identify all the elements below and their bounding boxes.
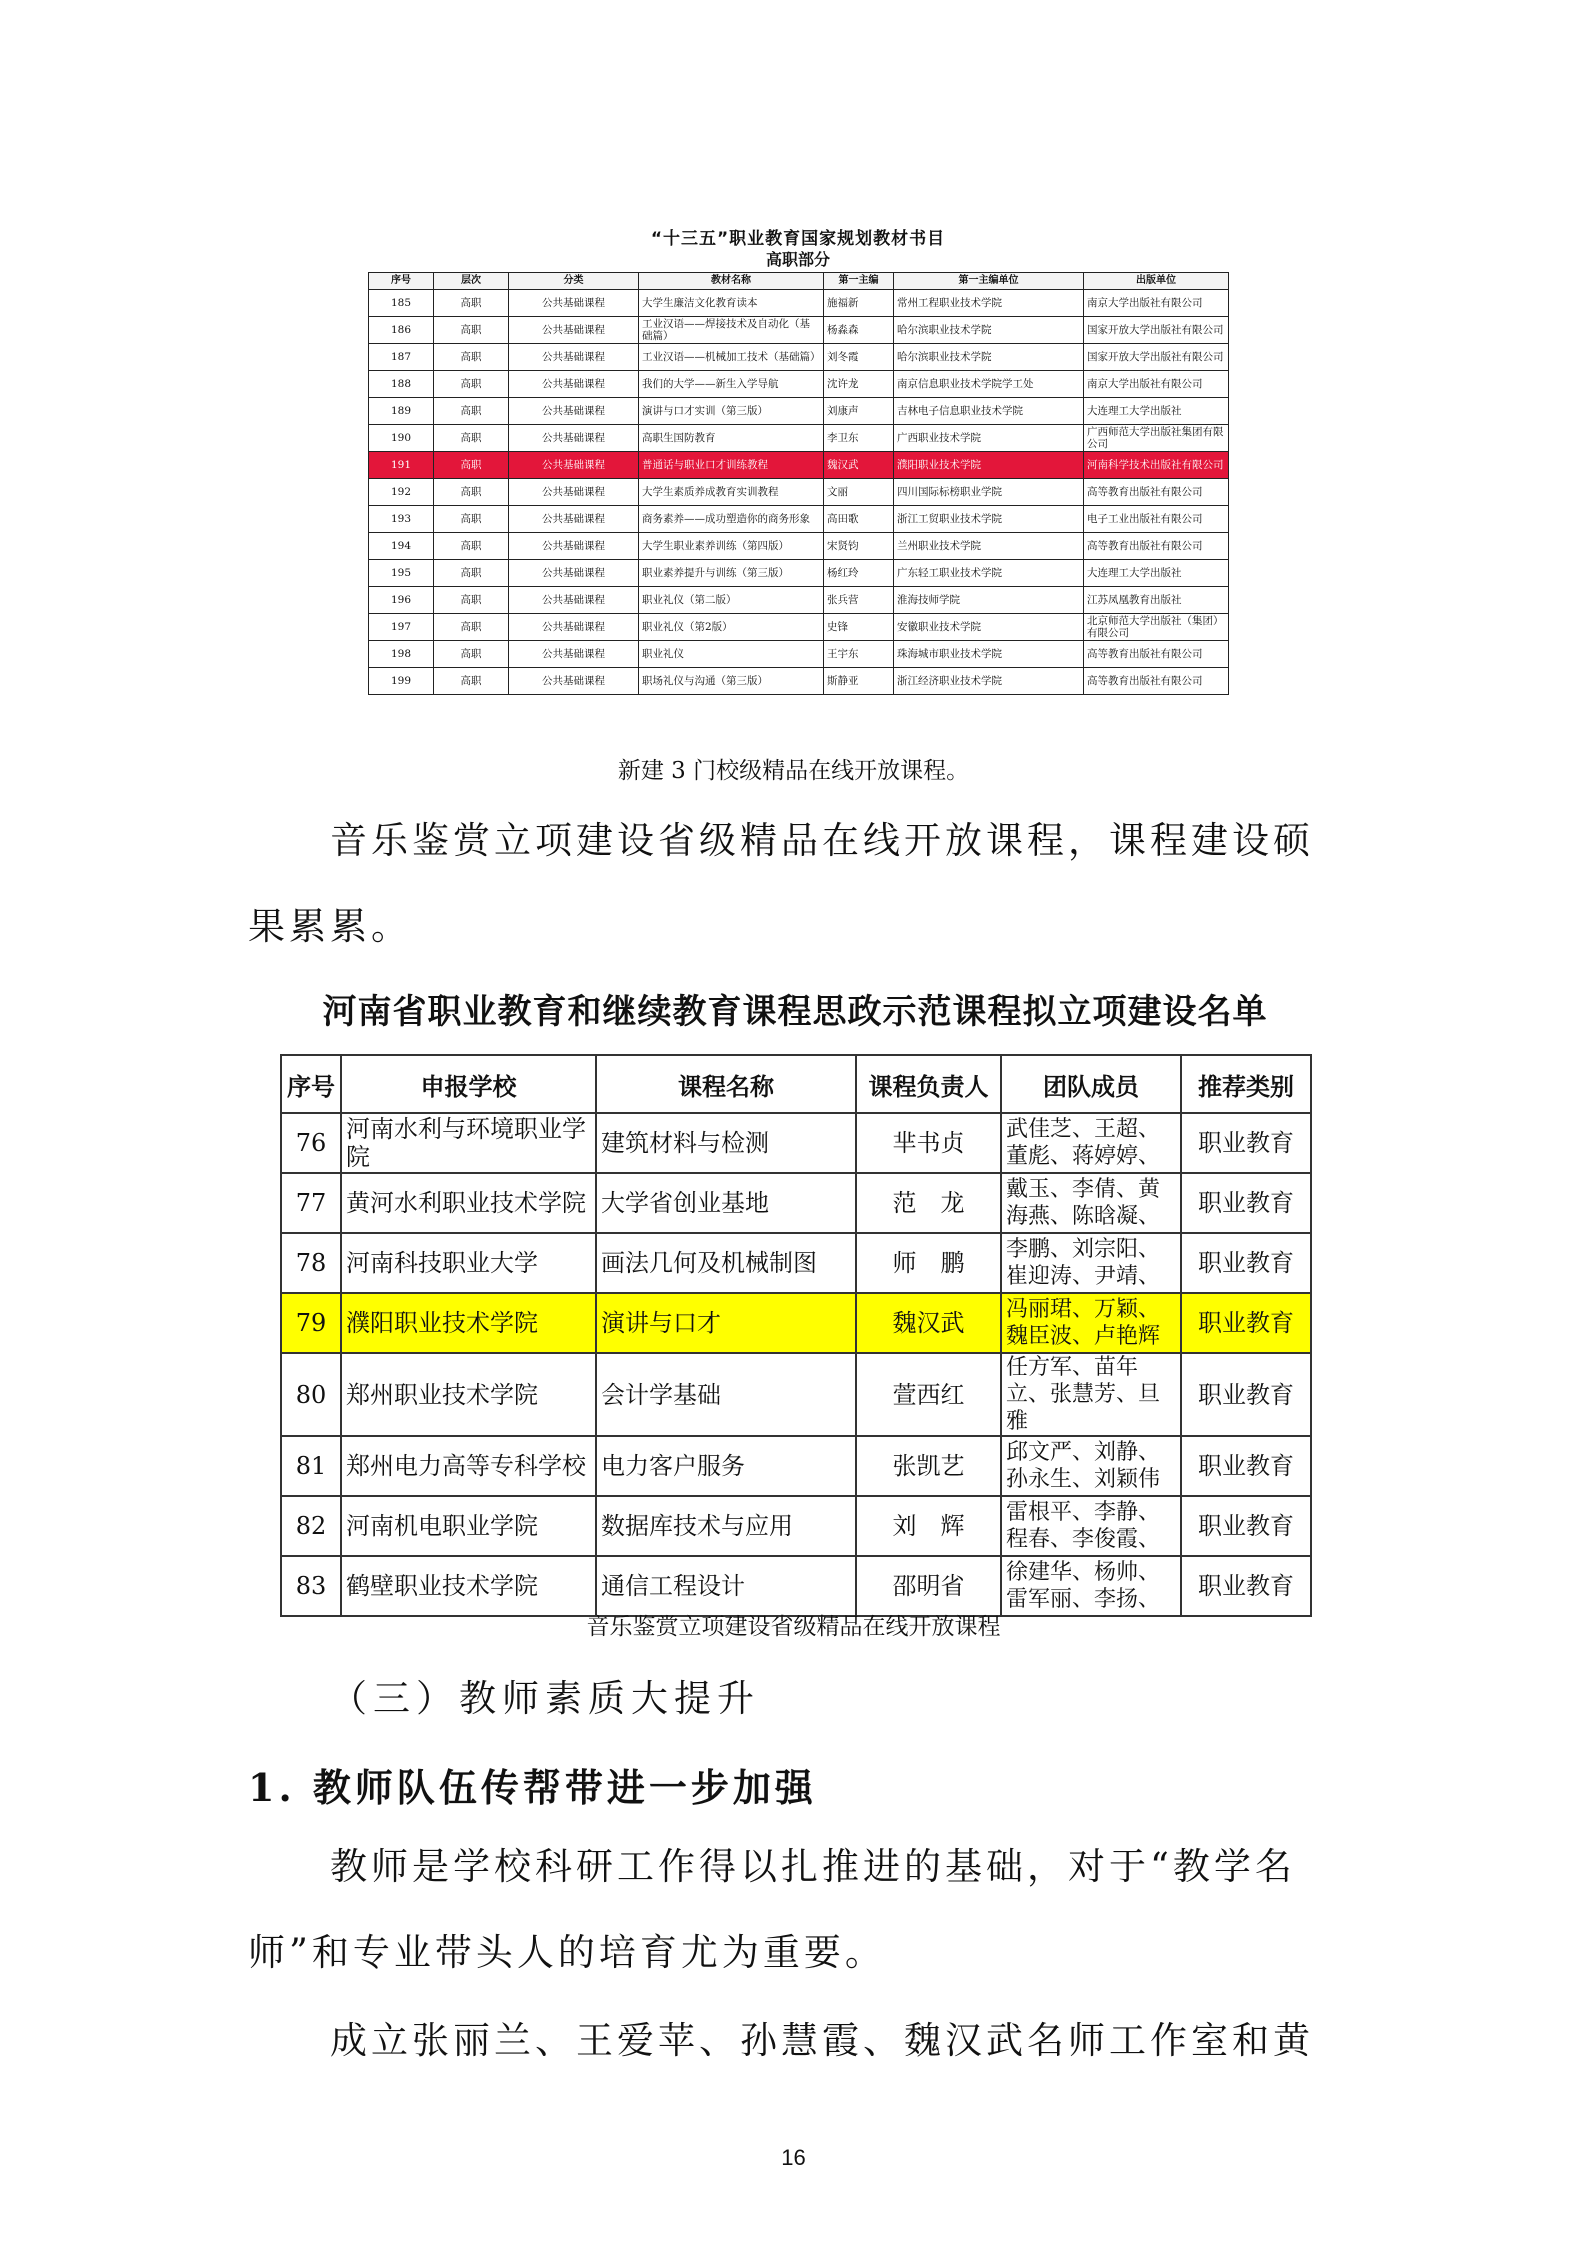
table-cell: 范 龙 (856, 1173, 1001, 1233)
column-header: 团队成员 (1001, 1055, 1181, 1113)
table-cell: 宋贤钧 (824, 533, 894, 560)
table-cell: 高等教育出版社有限公司 (1084, 533, 1229, 560)
table-cell: 高职 (434, 425, 509, 452)
table-cell: 邱文严、刘静、孙永生、刘颖伟 (1001, 1436, 1181, 1496)
table-row (281, 1436, 1311, 1496)
table-cell: 魏汉武 (856, 1293, 1001, 1353)
table-row (369, 398, 1229, 425)
table-cell: 建筑材料与检测 (596, 1113, 856, 1173)
table-cell: 杨淼森 (824, 317, 894, 344)
column-header: 推荐类别 (1181, 1055, 1311, 1113)
table-cell: 魏汉武 (824, 452, 894, 479)
table-cell: 河南科技职业大学 (341, 1233, 596, 1293)
table-cell: 公共基础课程 (509, 344, 639, 371)
table-cell: 演讲与口才实训（第三版） (639, 398, 824, 425)
table-cell: 吉林电子信息职业技术学院 (894, 398, 1084, 425)
table-cell: 高职 (434, 668, 509, 695)
table-row (369, 425, 1229, 452)
table-cell: 高等教育出版社有限公司 (1084, 641, 1229, 668)
table-cell: 79 (281, 1293, 341, 1353)
table-cell: 76 (281, 1113, 341, 1173)
column-header: 序号 (281, 1055, 341, 1113)
figure1-caption: 新建 3 门校级精品在线开放课程。 (617, 758, 970, 784)
table-row (281, 1173, 1311, 1233)
table-cell: 河南科学技术出版社有限公司 (1084, 452, 1229, 479)
table-cell: 大连理工大学出版社 (1084, 560, 1229, 587)
table-cell: 工业汉语——焊接技术及自动化（基础篇） (639, 317, 824, 344)
column-header: 层次 (434, 273, 509, 290)
table-cell: 公共基础课程 (509, 533, 639, 560)
section-heading: （三）教师素质大提升 (330, 1677, 760, 1720)
table-cell: 高职 (434, 290, 509, 317)
table-cell: 浙江经济职业技术学院 (894, 668, 1084, 695)
table-cell: 职业礼仪（第二版） (639, 587, 824, 614)
figure2-caption: 音乐鉴赏立项建设省级精品在线开放课程 (586, 1614, 1001, 1640)
table-cell: 188 (369, 371, 434, 398)
table-cell: 南京大学出版社有限公司 (1084, 290, 1229, 317)
table-cell: 公共基础课程 (509, 425, 639, 452)
table-row (369, 641, 1229, 668)
table-cell: 沈许龙 (824, 371, 894, 398)
table-cell: 82 (281, 1496, 341, 1556)
table-row (369, 560, 1229, 587)
table-cell: 刘冬霞 (824, 344, 894, 371)
table-cell: 185 (369, 290, 434, 317)
table-cell: 我们的大学——新生入学导航 (639, 371, 824, 398)
textbook-table (368, 272, 1229, 695)
table-cell: 任方军、苗年立、张慧芳、旦雅 (1001, 1353, 1181, 1436)
table-cell: 高职 (434, 533, 509, 560)
table-cell: 常州工程职业技术学院 (894, 290, 1084, 317)
table-cell: 195 (369, 560, 434, 587)
table-cell: 职场礼仪与沟通（第三版） (639, 668, 824, 695)
page-number: 16 (781, 2145, 806, 2170)
table-cell: 职业教育 (1181, 1233, 1311, 1293)
table-cell: 高职生国防教育 (639, 425, 824, 452)
table-cell: 大连理工大学出版社 (1084, 398, 1229, 425)
table-cell: 公共基础课程 (509, 398, 639, 425)
table-row (369, 506, 1229, 533)
table-cell: 文丽 (824, 479, 894, 506)
table-cell: 安徽职业技术学院 (894, 614, 1084, 641)
table-cell: 国家开放大学出版社有限公司 (1084, 317, 1229, 344)
table-cell: 187 (369, 344, 434, 371)
table-cell: 高职 (434, 371, 509, 398)
table-cell: 张兵营 (824, 587, 894, 614)
table-cell: 高职 (434, 506, 509, 533)
table-cell: 河南水利与环境职业学院 (341, 1113, 596, 1173)
table-cell: 大学生职业素养训练（第四版） (639, 533, 824, 560)
table-row (369, 317, 1229, 344)
table-cell: 珠海城市职业技术学院 (894, 641, 1084, 668)
table-cell: 郑州电力高等专科学校 (341, 1436, 596, 1496)
table-cell: 广西职业技术学院 (894, 425, 1084, 452)
table-cell: 公共基础课程 (509, 479, 639, 506)
course-table (280, 1054, 1312, 1617)
table-cell: 邵明省 (856, 1556, 1001, 1616)
table-cell: 雷根平、李静、程春、李俊霞、 (1001, 1496, 1181, 1556)
paragraph-line: 教师是学校科研工作得以扎推进的基础，对于“教学名 (330, 1845, 1296, 1888)
table-cell: 职业礼仪（第2版） (639, 614, 824, 641)
column-header: 第一主编 (824, 273, 894, 290)
paragraph-line: 师”和专业带头人的培育尤为重要。 (248, 1931, 886, 1974)
table-cell: 196 (369, 587, 434, 614)
table-cell: 高职 (434, 317, 509, 344)
table-cell: 演讲与口才 (596, 1293, 856, 1353)
table-cell: 会计学基础 (596, 1353, 856, 1436)
table-cell: 189 (369, 398, 434, 425)
table-cell: 大学生素质养成教育实训教程 (639, 479, 824, 506)
table-cell: 北京师范大学出版社（集团）有限公司 (1084, 614, 1229, 641)
table-row (281, 1556, 1311, 1616)
table-cell: 刘康声 (824, 398, 894, 425)
table-cell: 数据库技术与应用 (596, 1496, 856, 1556)
table-cell: 职业教育 (1181, 1436, 1311, 1496)
table-cell: 高田歌 (824, 506, 894, 533)
table-cell: 大学省创业基地 (596, 1173, 856, 1233)
table-cell: 濮阳职业技术学院 (341, 1293, 596, 1353)
table-row (369, 344, 1229, 371)
column-header: 第一主编单位 (894, 273, 1084, 290)
table-cell: 工业汉语——机械加工技术（基础篇） (639, 344, 824, 371)
table-cell: 冯丽珺、万颖、魏臣波、卢艳辉 (1001, 1293, 1181, 1353)
table-row (369, 668, 1229, 695)
textbook-list-subtitle: 高职部分 (765, 250, 830, 269)
table-cell: 职业教育 (1181, 1173, 1311, 1233)
table-cell: 鹤壁职业技术学院 (341, 1556, 596, 1616)
paragraph-line: 成立张丽兰、王爱苹、孙慧霞、魏汉武名师工作室和黄 (330, 2019, 1314, 2062)
table-cell: 普通话与职业口才训练教程 (639, 452, 824, 479)
table-cell: 78 (281, 1233, 341, 1293)
table-row (281, 1293, 1311, 1353)
table-header-row (369, 273, 1229, 290)
column-header: 课程名称 (596, 1055, 856, 1113)
table-cell: 张凯艺 (856, 1436, 1001, 1496)
table-cell: 193 (369, 506, 434, 533)
table-cell: 王宇东 (824, 641, 894, 668)
table-cell: 198 (369, 641, 434, 668)
table-cell: 兰州职业技术学院 (894, 533, 1084, 560)
table-cell: 职业教育 (1181, 1556, 1311, 1616)
table-cell: 李卫东 (824, 425, 894, 452)
table-cell: 83 (281, 1556, 341, 1616)
table-cell: 194 (369, 533, 434, 560)
table-cell: 杨红玲 (824, 560, 894, 587)
column-header: 课程负责人 (856, 1055, 1001, 1113)
table-cell: 大学生廉洁文化教育读本 (639, 290, 824, 317)
table-cell: 徐建华、杨帅、雷军丽、李扬、 (1001, 1556, 1181, 1616)
column-header: 申报学校 (341, 1055, 596, 1113)
table-cell: 高等教育出版社有限公司 (1084, 668, 1229, 695)
table-cell: 公共基础课程 (509, 587, 639, 614)
table-cell: 公共基础课程 (509, 290, 639, 317)
table-cell: 南京大学出版社有限公司 (1084, 371, 1229, 398)
table-cell: 哈尔滨职业技术学院 (894, 317, 1084, 344)
table-cell: 高职 (434, 344, 509, 371)
column-header: 分类 (509, 273, 639, 290)
textbook-list-figure (368, 228, 1228, 695)
table-cell: 施福新 (824, 290, 894, 317)
table-row (369, 371, 1229, 398)
table-cell: 萱西红 (856, 1353, 1001, 1436)
table-cell: 广东轻工职业技术学院 (894, 560, 1084, 587)
table-row (281, 1353, 1311, 1436)
table-cell: 职业教育 (1181, 1293, 1311, 1353)
table-cell: 高等教育出版社有限公司 (1084, 479, 1229, 506)
table-cell: 淮海技师学院 (894, 587, 1084, 614)
table-cell: 南京信息职业技术学院学工处 (894, 371, 1084, 398)
table-row (369, 533, 1229, 560)
table-cell: 77 (281, 1173, 341, 1233)
table-cell: 江苏凤凰教育出版社 (1084, 587, 1229, 614)
course-list-figure (280, 970, 1310, 1612)
table-cell: 濮阳职业技术学院 (894, 452, 1084, 479)
table-cell: 191 (369, 452, 434, 479)
table-row (281, 1496, 1311, 1556)
table-row (369, 587, 1229, 614)
table-cell: 高职 (434, 614, 509, 641)
table-cell: 斯静亚 (824, 668, 894, 695)
table-header-row (281, 1055, 1311, 1113)
table-cell: 高职 (434, 560, 509, 587)
column-header: 出版单位 (1084, 273, 1229, 290)
table-cell: 电力客户服务 (596, 1436, 856, 1496)
paragraph-line: 音乐鉴赏立项建设省级精品在线开放课程，课程建设硕 (330, 819, 1314, 862)
table-cell: 戴玉、李倩、黄海燕、陈晗凝、 (1001, 1173, 1181, 1233)
textbook-list-title: “十三五”职业教育国家规划教材书目 (650, 229, 946, 249)
table-cell: 职业礼仪 (639, 641, 824, 668)
table-cell: 公共基础课程 (509, 668, 639, 695)
table-cell: 职业教育 (1181, 1496, 1311, 1556)
table-cell: 李鹏、刘宗阳、崔迎涛、尹靖、 (1001, 1233, 1181, 1293)
table-cell: 186 (369, 317, 434, 344)
table-cell: 192 (369, 479, 434, 506)
table-cell: 公共基础课程 (509, 560, 639, 587)
course-list-title: 河南省职业教育和继续教育课程思政示范课程拟立项建设名单 (322, 992, 1268, 1032)
table-cell: 职业素养提升与训练（第三版） (639, 560, 824, 587)
table-cell: 师 鹏 (856, 1233, 1001, 1293)
table-cell: 国家开放大学出版社有限公司 (1084, 344, 1229, 371)
table-cell: 商务素养——成功塑造你的商务形象 (639, 506, 824, 533)
table-cell: 高职 (434, 641, 509, 668)
table-cell: 通信工程设计 (596, 1556, 856, 1616)
table-row (281, 1113, 1311, 1173)
paragraph-line: 果累累。 (248, 905, 412, 948)
table-cell: 高职 (434, 479, 509, 506)
table-cell: 190 (369, 425, 434, 452)
table-cell: 公共基础课程 (509, 506, 639, 533)
table-cell: 芈书贞 (856, 1113, 1001, 1173)
table-row (369, 614, 1229, 641)
table-cell: 公共基础课程 (509, 641, 639, 668)
table-cell: 武佳芝、王超、董彪、蒋婷婷、 (1001, 1113, 1181, 1173)
column-header: 序号 (369, 273, 434, 290)
table-row (369, 452, 1229, 479)
table-row (281, 1233, 1311, 1293)
table-cell: 职业教育 (1181, 1353, 1311, 1436)
table-cell: 浙江工贸职业技术学院 (894, 506, 1084, 533)
table-cell: 四川国际标榜职业学院 (894, 479, 1084, 506)
table-cell: 职业教育 (1181, 1113, 1311, 1173)
table-cell: 199 (369, 668, 434, 695)
table-row (369, 290, 1229, 317)
table-cell: 刘 辉 (856, 1496, 1001, 1556)
table-cell: 公共基础课程 (509, 317, 639, 344)
table-cell: 高职 (434, 398, 509, 425)
table-cell: 黄河水利职业技术学院 (341, 1173, 596, 1233)
table-cell: 高职 (434, 587, 509, 614)
table-cell: 史锋 (824, 614, 894, 641)
table-cell: 广西师范大学出版社集团有限公司 (1084, 425, 1229, 452)
table-cell: 画法几何及机械制图 (596, 1233, 856, 1293)
table-cell: 高职 (434, 452, 509, 479)
column-header: 教材名称 (639, 273, 824, 290)
table-cell: 公共基础课程 (509, 452, 639, 479)
subsection-heading: 1. 教师队伍传帮带进一步加强 (248, 1765, 817, 1810)
table-cell: 河南机电职业学院 (341, 1496, 596, 1556)
table-cell: 电子工业出版社有限公司 (1084, 506, 1229, 533)
table-cell: 80 (281, 1353, 341, 1436)
table-cell: 公共基础课程 (509, 371, 639, 398)
table-cell: 郑州职业技术学院 (341, 1353, 596, 1436)
table-cell: 哈尔滨职业技术学院 (894, 344, 1084, 371)
table-cell: 197 (369, 614, 434, 641)
table-cell: 81 (281, 1436, 341, 1496)
table-cell: 公共基础课程 (509, 614, 639, 641)
table-row (369, 479, 1229, 506)
